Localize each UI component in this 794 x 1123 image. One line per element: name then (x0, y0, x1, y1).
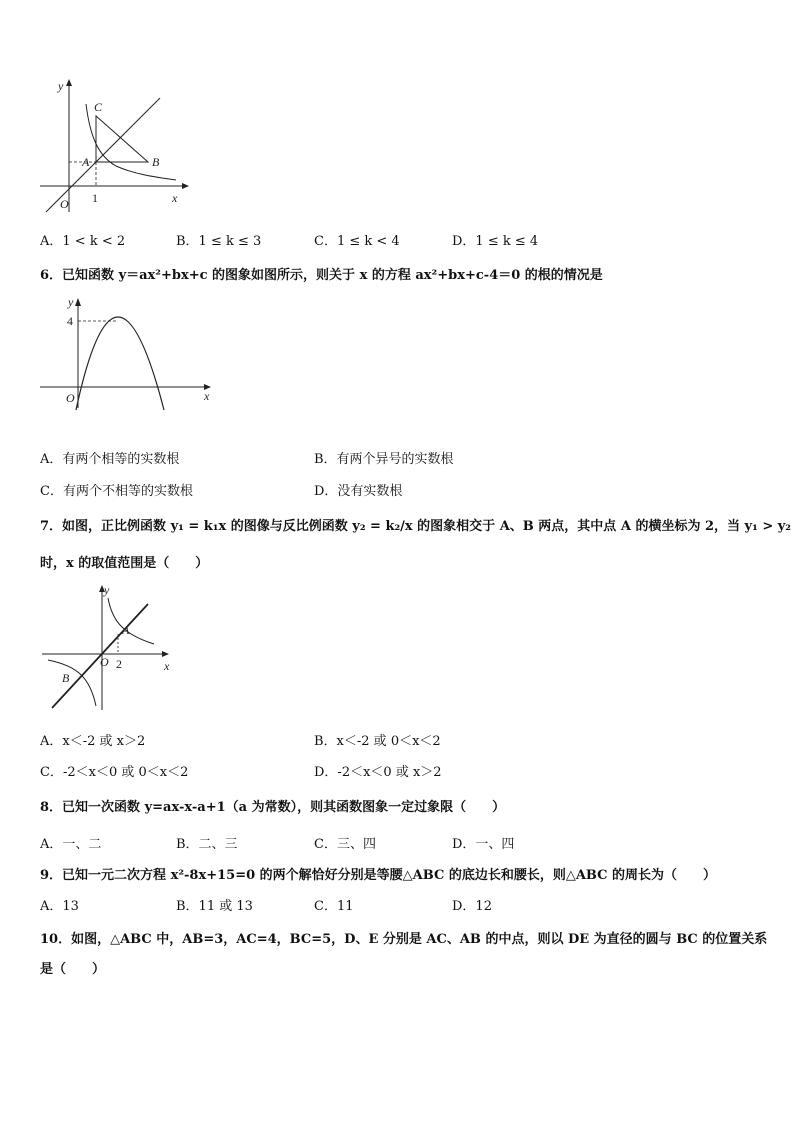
q5-triangle (96, 116, 148, 162)
q5-label-y: y (58, 79, 64, 93)
q9-option-a: A．13 (40, 899, 79, 914)
q7-option-c: C．-2＜x＜0 或 0＜x＜2 (40, 765, 189, 780)
q6-y-arrow (75, 298, 81, 306)
q6-label-o: O (66, 391, 75, 405)
q6-parabola (76, 317, 164, 410)
q8-option-d: D．一、四 (452, 837, 515, 852)
q6-option-a: A．有两个相等的实数根 (40, 452, 180, 467)
q5-label-b: B (152, 155, 160, 169)
q5-option-d: D．1 ≤ k ≤ 4 (452, 234, 539, 249)
q7-option-b: B．x＜-2 或 0＜x＜2 (314, 734, 441, 749)
q5-label-x: x (172, 191, 178, 205)
q5-label-c: C (94, 100, 103, 114)
q9-option-c: C．11 (314, 899, 354, 914)
q6-option-b: B．有两个异号的实数根 (314, 452, 454, 467)
q7-option-d: D．-2＜x＜0 或 x＞2 (314, 765, 442, 780)
q6-label-4: 4 (67, 314, 73, 328)
q5-hyperbola (86, 104, 176, 180)
q7-label-o: O (100, 655, 109, 669)
q10-stem-line2: 是（ ） (40, 962, 106, 977)
q9-option-b: B．11 或 13 (176, 899, 253, 914)
q7-label-x: x (164, 659, 170, 673)
q6-option-d: D．没有实数根 (314, 484, 403, 499)
q5-option-b: B．1 ≤ k ≤ 3 (176, 234, 262, 249)
q8-option-a: A．一、二 (40, 837, 102, 852)
q8-option-b: B．二、三 (176, 837, 238, 852)
q9-stem: 9．已知一元二次方程 x²-8x+15=0 的两个解恰好分别是等腰△ABC 的底边长和腰长，则△ABC 的周长为（ ） (40, 868, 717, 883)
q6-option-c: C．有两个不相等的实数根 (40, 484, 193, 499)
q5-label-a: A (82, 155, 90, 169)
q7-label-2: 2 (116, 657, 122, 671)
q6-label-y: y (68, 295, 74, 309)
q6-label-x: x (204, 389, 210, 403)
q5-option-c: C．1 ≤ k < 4 (314, 234, 400, 249)
q10-stem-line1: 10．如图，△ABC 中，AB=3，AC=4，BC=5，D、E 分别是 AC、AB 的中点，则以 DE 为直径的圆与 BC 的位置关系 (40, 932, 768, 947)
q5-y-arrow (66, 79, 72, 86)
q9-option-d: D．12 (452, 899, 492, 914)
q8-stem: 8．已知一次函数 y=ax-x-a+1（a 为常数），则其函数图象一定过象限（ ） (40, 800, 506, 815)
q7-stem-line2: 时，x 的取值范围是（ ） (40, 556, 209, 571)
q5-x-arrow (182, 183, 189, 189)
q5-option-a: A．1 < k < 2 (40, 234, 126, 249)
q6-stem: 6．已知函数 y＝ax²+bx+c 的图象如图所示，则关于 x 的方程 ax²+bx+c-4＝0 的根的情况是 (40, 268, 603, 283)
q7-label-y: y (104, 583, 110, 597)
q7-stem-line1: 7．如图，正比例函数 y₁ = k₁x 的图像与反比例函数 y₂ = k₂/x 的图象相交于 A、B 两点，其中点 A 的横坐标为 2，当 y₁ > y₂ (40, 519, 791, 534)
q8-option-c: C．三、四 (314, 837, 376, 852)
q7-option-a: A．x＜-2 或 x＞2 (40, 734, 146, 749)
q5-label-1: 1 (92, 191, 98, 205)
q7-x-arrow (162, 651, 169, 657)
q5-figure (36, 76, 196, 216)
q5-label-o: O (60, 197, 69, 211)
q7-figure (38, 582, 188, 714)
q7-label-a: A (122, 623, 130, 637)
q7-label-b: B (62, 671, 70, 685)
q6-figure (36, 292, 226, 412)
